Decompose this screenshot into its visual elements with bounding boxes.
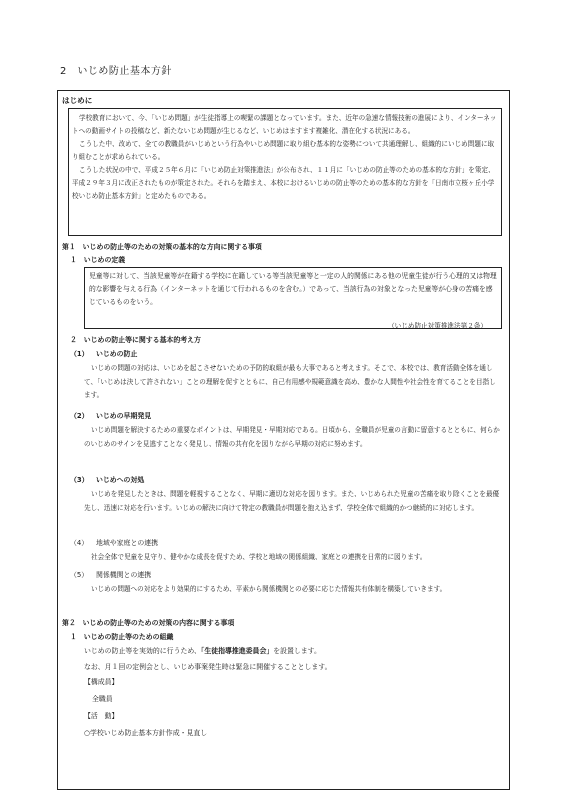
basic-approach-heading: ２ いじめの防止等に関する基本的考え方 [70,336,201,344]
intro-paragraph: こうした状況の中で、平成２５年６月に「いじめ防止対策推進法」が公布され、１１月に「いじめの防止等のための基本的な方針」を策定、平成２９年３月に改正されたものが策定された。それらを踏まえ、本校におけるいじめの防止等のための基本的な方針を「日南市立桜ヶ丘小学校いじめ防止基本方針」と定めたものである。 [72,166,495,200]
item-title: いじめの防止 [96,350,138,358]
organization-heading: １ いじめの防止等のための組織 [70,633,174,641]
item-text-body: 社会全体で児童を見守り、健やかな成長を促すため、学校と地域の関係組織、家庭との連携を日常的に図ります。 [91,553,427,561]
item-title: 関係機関との連携 [96,571,152,579]
definition-text: 児童等に対して、当該児童等が在籍する学校に在籍している等当該児童等と一定の人的関係にある他の児童生徒が行う心理的又は物理的な影響を与える行為（インターネットを通じて行われるものを含む。）であって、当該行為の対象となった児童等が心身の苦痛を感じているものをいう。 [89,272,497,306]
item-text [84,488,502,515]
item-number: （2） [70,412,89,420]
definition-box [84,267,502,329]
activities-label: 【活 動】 [84,712,119,720]
intro-paragraph: 学校教育において、今、「いじめ問題」が生徒指導上の喫緊の課題となっています。また、近年の急速な情報技術の進展により、インターネットへの動画サイトの投稿など、新たないじめ問題が生じるなど、いじめはますます複雑化、潜在化する状況にある。 [72,114,497,135]
activity-item: ○学校いじめ防止基本方針作成・見直し [84,729,208,737]
intro-box [68,108,502,236]
section-1-heading: 第１ いじめの防止等のための対策の基本的な方向に関する事項 [62,243,262,251]
section-2-heading: 第２ いじめの防止等のための対策の内容に関する事項 [62,619,235,627]
item-number: （4） [70,539,89,547]
members-label: 【構成員】 [84,678,119,686]
item-text-body: いじめを発見したときは、問題を軽視することなく、早期に適切な対応を図ります。また、いじめられた児童の苦痛を取り除くことを最優先し、迅速に対応を行います。いじめの解決に向けて特定の教職員が問題を抱え込まず、学校全体で組織的かつ継続的に対応します。 [84,490,500,512]
item-text [84,583,502,597]
page-title: 2 いじめ防止基本方針 [60,66,172,77]
organization-text [84,645,321,657]
members-value: 全職員 [92,695,113,703]
item-title: いじめの早期発見 [96,412,152,420]
item-title: 地域や家庭との連携 [96,539,159,547]
item-title: いじめへの対処 [96,476,145,484]
meeting-text: なお、月１回の定例会とし、いじめ事案発生時は緊急に開催することとします。 [84,663,332,671]
item-text-body: いじめの問題への対応をより効果的にするため、平素から関係機関との必要に応じた情報共有体制を構築していきます。 [91,585,447,593]
committee-name: 「生徒指導推進委員会」 [200,647,274,655]
item-number: （5） [70,571,89,579]
intro-heading: はじめに [62,96,93,105]
item-text [84,362,502,403]
intro-paragraph: こうした中、改めて、全ての教職員がいじめという行為やいじめ問題に取り組む基本的な姿勢について共通理解し、組織的にいじめ問題に取り組むことが求められている。 [72,140,495,161]
organization-text-pre: いじめの防止等を実効的に行うため、 [84,647,201,655]
item-text-body: いじめの問題の対応は、いじめを起こさせないための予防的取組が最も大事であると考えます。そこで、本校では、教育活動全体を通して、「いじめは決して許されない」ことの理解を促すとともに、自己有用感や規範意識を高め、豊かな人間性や社会性を育てることを目指します。 [84,364,496,399]
organization-text-post: を設置します。 [273,647,321,655]
item-text [84,551,502,565]
item-text [84,424,502,451]
definition-source: （いじめ防止対策推進法第２条） [388,322,487,330]
item-number: （1） [70,350,89,358]
definition-heading: １ いじめの定義 [70,256,126,264]
item-text-body: いじめ問題を解決するための重要なポイントは、早期発見・早期対応である。日頃から、全職員が児童の言動に留意するとともに、何らかのいじめのサインを見逃すことなく発見し、情報の共有化を図りながら早期の対応に努めます。 [84,426,500,448]
item-number: （3） [70,476,89,484]
